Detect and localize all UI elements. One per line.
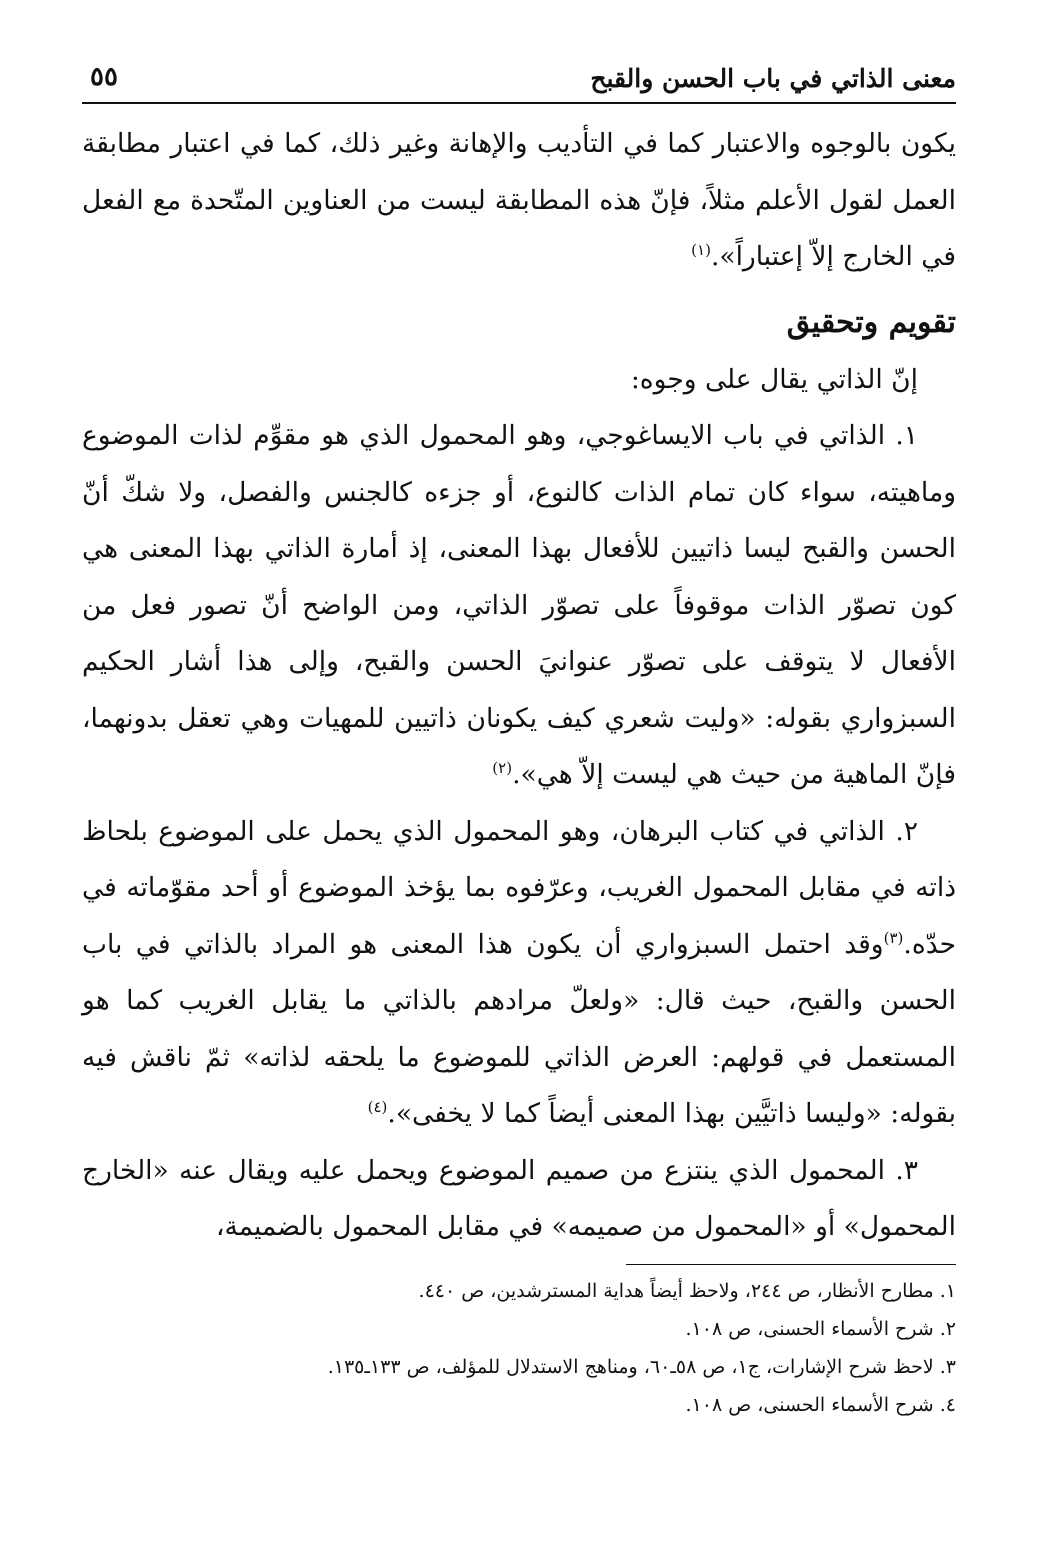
footnote-ref-4: (٤)	[367, 1098, 388, 1117]
footnote-1: ١. مطارح الأنظار، ص ٢٤٤، ولاحظ أيضاً هداية المسترشدين، ص ٤٤٠.	[418, 1279, 956, 1302]
footnote-ref-1: (١)	[691, 241, 711, 260]
book-page	[82, 44, 956, 1545]
section-title: تقويم وتحقيق	[786, 304, 956, 340]
footnote-divider	[626, 1264, 956, 1265]
footnote-ref-2: (٢)	[492, 759, 513, 778]
point-1-text: ١. الذاتي في باب الايساغوجي، وهو المحمول الذي هو مقوِّم لذات الموضوع وماهيته، سواء كان تمام الذات كالنوع، أو جزءه كالجنس والفصل، ولا شكّ أنّ الحسن والقبح ليسا ذاتيين للأفعال بهذا المعنى، إذ أمارة الذاتي بهذا المعنى هي كون تصوّر الذات موقوفاً على تصوّر الذاتي، ومن الواضح أنّ تصور فعل من الأفعال لا يتوقف على تصوّر عنوانيَ الحسن والقبح، وإلى هذا أشار الحكيم السبزواري بقوله: «وليت شعري كيف يكونان ذاتيين للمهيات وهي تعقل بدونهما، فإنّ الماهية من حيث هي ليست إلاّ هي».	[82, 420, 956, 790]
main-text	[82, 116, 956, 1256]
lead-in: إنّ الذاتي يقال على وجوه:	[630, 363, 918, 395]
footnote-2: ٢. شرح الأسماء الحسنى، ص ١٠٨.	[685, 1317, 956, 1340]
point-2-text-end: وقد احتمل السبزواري أن يكون هذا المعنى هو المراد بالذاتي في باب الحسن والقبح، حيث قال: «ولعلّ مرادهم بالذاتي ما يقابل الغريب كما هو المستعمل في قولهم: العرض الذاتي للموضوع ما يلحقه لذاته» ثمّ ناقش فيه بقوله: «وليسا ذاتيَّين بهذا المعنى أيضاً كما لا يخفى».	[82, 928, 956, 1129]
intro-paragraph-text: يكون بالوجوه والاعتبار كما في التأديب والإهانة وغير ذلك، كما في اعتبار مطابقة العمل لقول الأعلم مثلاً، فإنّ هذه المطابقة ليست من العناوين المتّحدة مع الفعل في الخارج إلاّ إعتباراً».	[82, 128, 956, 272]
running-header	[82, 44, 956, 104]
point-3-text: ٣. المحمول الذي ينتزع من صميم الموضوع ويحمل عليه ويقال عنه «الخارج المحمول» أو «المحمول من صميمه» في مقابل المحمول بالضميمة،	[82, 1154, 956, 1242]
intro-paragraph	[82, 116, 956, 286]
running-title: معنى الذاتي في باب الحسن والقبح	[590, 64, 956, 93]
point-1	[82, 408, 956, 804]
point-2	[82, 804, 956, 1143]
point-2-text-start: ٢. الذاتي في كتاب البرهان، وهو المحمول الذي يحمل على الموضوع بلحاظ ذاته في مقابل المحمول الغريب، وعرّفوه بما يؤخذ الموضوع أو أحد مقوّماته في حدّه.	[82, 815, 956, 960]
page-number: ٥٥	[90, 62, 118, 92]
footnote-ref-3: (٣)	[883, 928, 904, 947]
footnote-4: ٤. شرح الأسماء الحسنى، ص ١٠٨.	[685, 1393, 956, 1416]
footnote-3: ٣. لاحظ شرح الإشارات، ج١، ص ٥٨ـ٦٠، ومناهج الاستدلال للمؤلف، ص ١٣٣ـ١٣٥.	[327, 1355, 956, 1378]
point-3	[82, 1143, 956, 1256]
footnotes	[82, 1264, 956, 1424]
